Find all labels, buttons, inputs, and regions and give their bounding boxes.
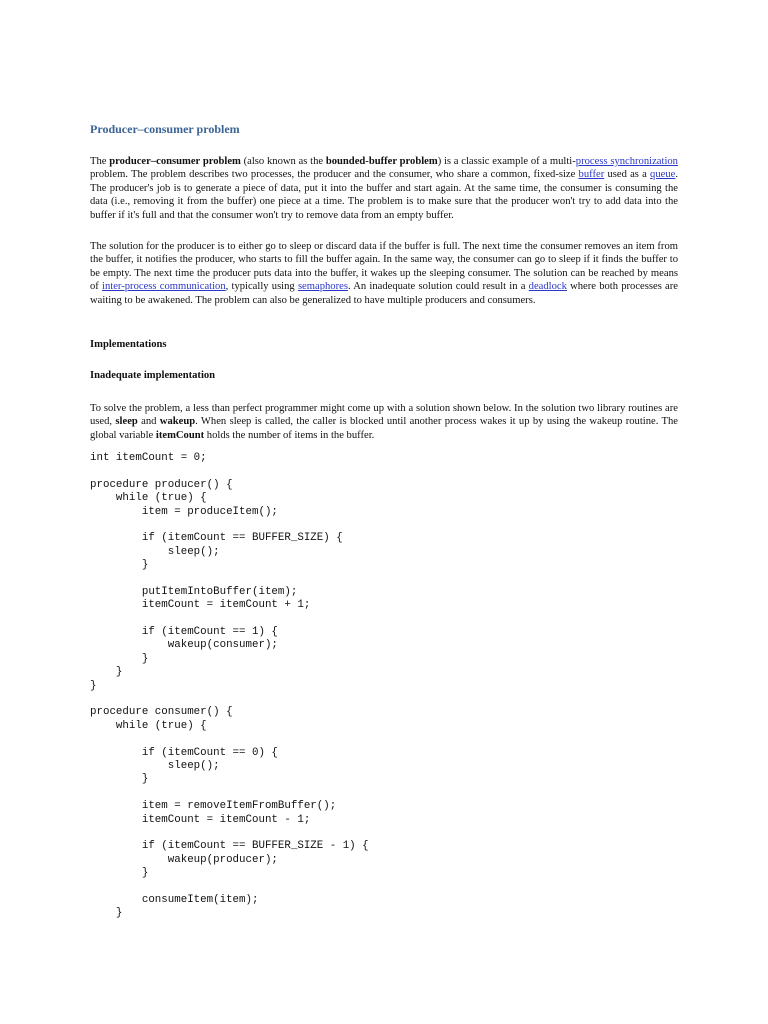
- code-line: sleep();: [90, 759, 220, 772]
- solution-text: , typically using: [225, 281, 298, 293]
- code-block: [90, 452, 650, 921]
- code-line: }: [90, 773, 149, 786]
- code-line: [90, 465, 650, 478]
- link-inter-process-communication[interactable]: inter-process communication: [102, 281, 226, 293]
- term-producer-consumer: producer–consumer problem: [109, 156, 241, 167]
- implementation-text: and: [137, 416, 160, 428]
- solution-text: . An inadequate solution could result in a: [347, 281, 529, 293]
- code-line: procedure consumer() {: [90, 706, 233, 719]
- link-semaphores[interactable]: semaphores: [297, 281, 348, 293]
- code-line: if (itemCount == 1) {: [90, 626, 278, 639]
- code-line: while (true) {: [90, 719, 207, 732]
- code-line: int itemCount = 0;: [90, 452, 207, 464]
- term-sleep: sleep: [115, 416, 138, 428]
- code-line: [90, 693, 650, 706]
- code-line: [90, 787, 650, 800]
- code-line: if (itemCount == 0) {: [90, 746, 278, 759]
- code-line: [90, 519, 650, 532]
- code-line: while (true) {: [90, 492, 207, 505]
- implementation-paragraph: [90, 402, 678, 442]
- code-line: [90, 613, 650, 626]
- code-line: [90, 733, 650, 746]
- code-line: consumeItem(item);: [90, 893, 259, 906]
- code-line: }: [90, 867, 149, 880]
- link-deadlock[interactable]: deadlock: [528, 281, 567, 293]
- solution-paragraph: [90, 240, 678, 307]
- code-line: }: [90, 652, 149, 665]
- intro-text: problem. The problem describes two processes, the producer and the consumer, who share a common, fixed-size: [90, 169, 579, 181]
- code-line: [90, 827, 650, 840]
- link-buffer[interactable]: buffer: [578, 169, 605, 181]
- term-wakeup: wakeup: [159, 416, 196, 428]
- intro-paragraph: [90, 155, 678, 222]
- solution-text: The solution for the producer is to either go to sleep or discard data if the buffer is full. The next time the consumer removes an item from the buffer, it notifies the producer, who starts to fill the buffer again. In the same way, the consumer can go to sleep if it finds the buffer to be empty. The next time the producer puts data into the buffer, it wakes up the sleeping consumer. The solution can be reached by means of: [90, 241, 678, 293]
- implementation-text: holds the number of items in the buffer.: [204, 429, 375, 441]
- term-bounded-buffer: bounded-buffer problem: [325, 156, 438, 167]
- solution-text: where both processes are waiting to be awakened. The problem can also be generalized to have multiple producers and consumers.: [90, 281, 678, 306]
- heading-implementations: Implementations: [90, 339, 167, 350]
- implementation-text: To solve the problem, a less than perfect programmer might come up with a solution shown below. In the solution two library routines are used,: [90, 403, 678, 428]
- intro-text: . The producer's job is to generate a piece of data, put it into the buffer and start again. At the same time, the consumer is consuming the data (i.e., removing it from the buffer) one piece at a time. The problem is to make sure that the producer won't try to add data into the buffer if it's full and that the consumer won't try to remove data from an empty buffer.: [90, 169, 678, 221]
- code-line: wakeup(producer);: [90, 853, 278, 866]
- intro-text: used as a: [604, 169, 651, 181]
- intro-text: The: [90, 156, 110, 167]
- implementation-text: . When sleep is called, the caller is blocked until another process wakes it up by using the wakeup routine. The global variable: [90, 416, 679, 441]
- code-line: item = produceItem();: [90, 505, 278, 518]
- code-line: item = removeItemFromBuffer();: [90, 800, 337, 813]
- intro-text: ) is a classic example of a multi-: [437, 156, 576, 167]
- code-line: wakeup(consumer);: [90, 639, 278, 652]
- code-line: }: [90, 679, 97, 692]
- code-line: sleep();: [90, 545, 220, 558]
- code-line: itemCount = itemCount + 1;: [90, 599, 311, 612]
- code-line: [90, 881, 650, 894]
- link-process-synchronization[interactable]: process synchronization: [575, 156, 678, 167]
- term-itemcount: itemCount: [155, 429, 205, 441]
- document-title: Producer–consumer problem: [90, 122, 240, 136]
- code-line: [90, 573, 650, 586]
- code-line: itemCount = itemCount - 1;: [90, 813, 311, 826]
- code-line: procedure producer() {: [90, 478, 233, 491]
- heading-inadequate-implementation: Inadequate implementation: [90, 370, 216, 381]
- code-line: if (itemCount == BUFFER_SIZE) {: [90, 532, 343, 545]
- code-line: }: [90, 907, 123, 920]
- intro-text: (also known as the: [240, 156, 326, 167]
- code-line: }: [90, 666, 123, 679]
- link-queue[interactable]: queue: [650, 169, 676, 181]
- code-line: putItemIntoBuffer(item);: [90, 585, 298, 598]
- code-line: if (itemCount == BUFFER_SIZE - 1) {: [90, 840, 369, 853]
- code-line: }: [90, 559, 149, 572]
